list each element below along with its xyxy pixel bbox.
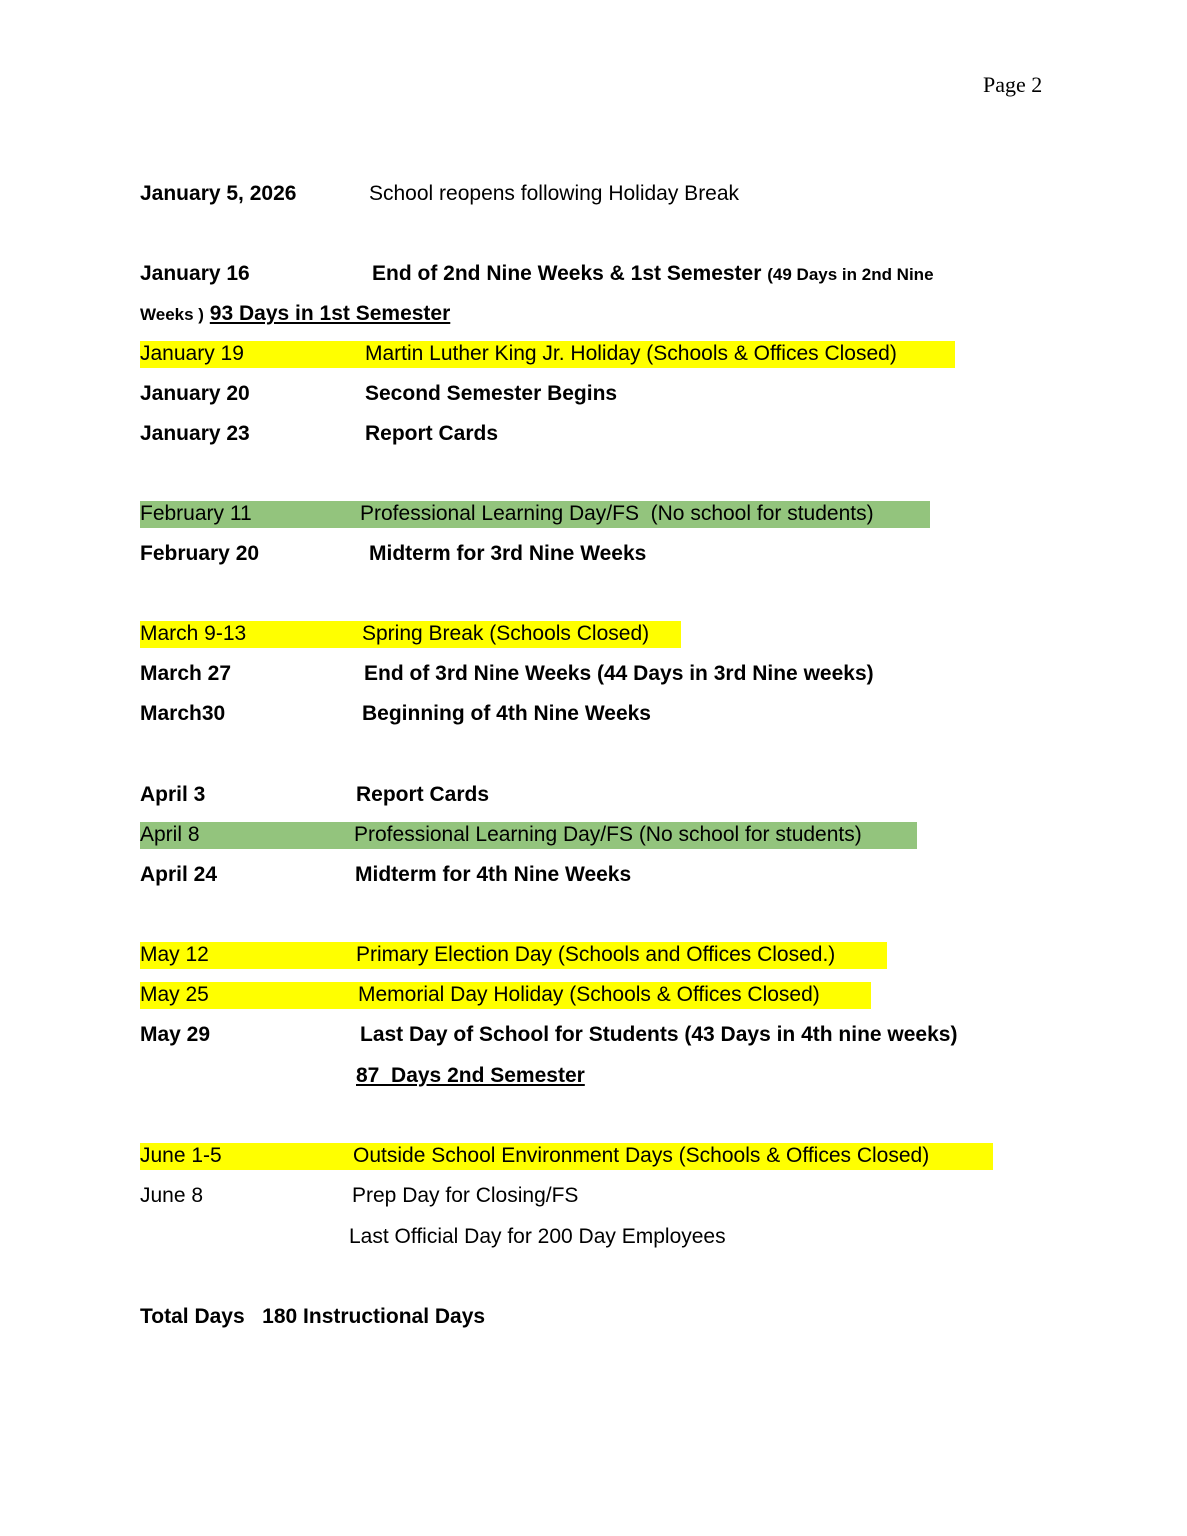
entry-date: June 8 xyxy=(140,1184,204,1207)
page-number: Page 2 xyxy=(983,72,1043,97)
calendar-entry-professional-day xyxy=(140,501,930,528)
entry-event: Beginning of 4th Nine Weeks xyxy=(362,702,651,725)
entry-event: Last Day of School for Students (43 Days in 4th nine weeks) xyxy=(360,1023,958,1046)
semester-days-total: 93 Days in 1st Semester xyxy=(209,302,451,325)
entry-event: Professional Learning Day/FS (No school for students) xyxy=(354,823,862,846)
entry-event: Outside School Environment Days (Schools & Offices Closed) xyxy=(353,1144,930,1167)
semester-days-total: 87 Days 2nd Semester xyxy=(356,1064,585,1087)
calendar-entry-holiday xyxy=(140,1143,993,1170)
entry-date: May 25 xyxy=(140,983,209,1006)
entry-date: March30 xyxy=(140,702,226,725)
entry-date: April 3 xyxy=(140,783,206,806)
entry-event: Midterm for 4th Nine Weeks xyxy=(355,863,632,886)
entry-note-continued: Weeks ) xyxy=(140,305,204,324)
total-value: 180 Instructional Days xyxy=(262,1305,486,1328)
calendar-entry-professional-day xyxy=(140,822,917,849)
entry-event: Report Cards xyxy=(356,783,490,806)
entry-date: April 8 xyxy=(140,823,200,846)
entry-date: January 23 xyxy=(140,422,250,445)
entry-date: June 1-5 xyxy=(140,1144,222,1167)
entry-event: Primary Election Day (Schools and Offices Closed.) xyxy=(356,943,836,966)
calendar-entry-holiday xyxy=(140,982,871,1009)
entry-note: (49 Days in 2nd Nine xyxy=(767,265,934,284)
entry-event: Martin Luther King Jr. Holiday (Schools & Offices Closed) xyxy=(365,342,897,365)
entry-event: School reopens following Holiday Break xyxy=(369,182,740,205)
entry-event: Prep Day for Closing/FS xyxy=(352,1184,579,1207)
entry-date: February 11 xyxy=(140,502,252,525)
entry-date: April 24 xyxy=(140,863,218,886)
calendar-entry-holiday xyxy=(140,942,887,969)
entry-event: Second Semester Begins xyxy=(365,382,618,405)
entry-date: March 27 xyxy=(140,662,232,685)
entry-event: Memorial Day Holiday (Schools & Offices Closed) xyxy=(358,983,820,1006)
entry-date: January 16 xyxy=(140,262,250,285)
entry-date: May 29 xyxy=(140,1023,211,1046)
entry-event: Professional Learning Day/FS (No school for students) xyxy=(360,502,874,525)
entry-event: End of 3rd Nine Weeks (44 Days in 3rd Nine weeks) xyxy=(364,662,874,685)
entry-date: March 9-13 xyxy=(140,622,247,645)
entry-event: Midterm for 3rd Nine Weeks xyxy=(369,542,647,565)
total-label: Total Days xyxy=(140,1305,245,1328)
entry-date: May 12 xyxy=(140,943,209,966)
entry-date: February 20 xyxy=(140,542,260,565)
entry-event: End of 2nd Nine Weeks & 1st Semester (49 Days in 2nd Nine xyxy=(372,262,934,285)
entry-date: January 19 xyxy=(140,342,244,365)
calendar-entry-holiday xyxy=(140,621,681,648)
entry-event: Report Cards xyxy=(365,422,499,445)
total-days xyxy=(140,1304,485,1330)
calendar-entry-holiday xyxy=(140,341,955,368)
entry-event: Spring Break (Schools Closed) xyxy=(362,622,650,645)
entry-continuation xyxy=(140,301,450,328)
entry-date: January 5, 2026 xyxy=(140,182,297,205)
entry-date: January 20 xyxy=(140,382,250,405)
entry-continuation: Last Official Day for 200 Day Employees xyxy=(349,1225,726,1248)
